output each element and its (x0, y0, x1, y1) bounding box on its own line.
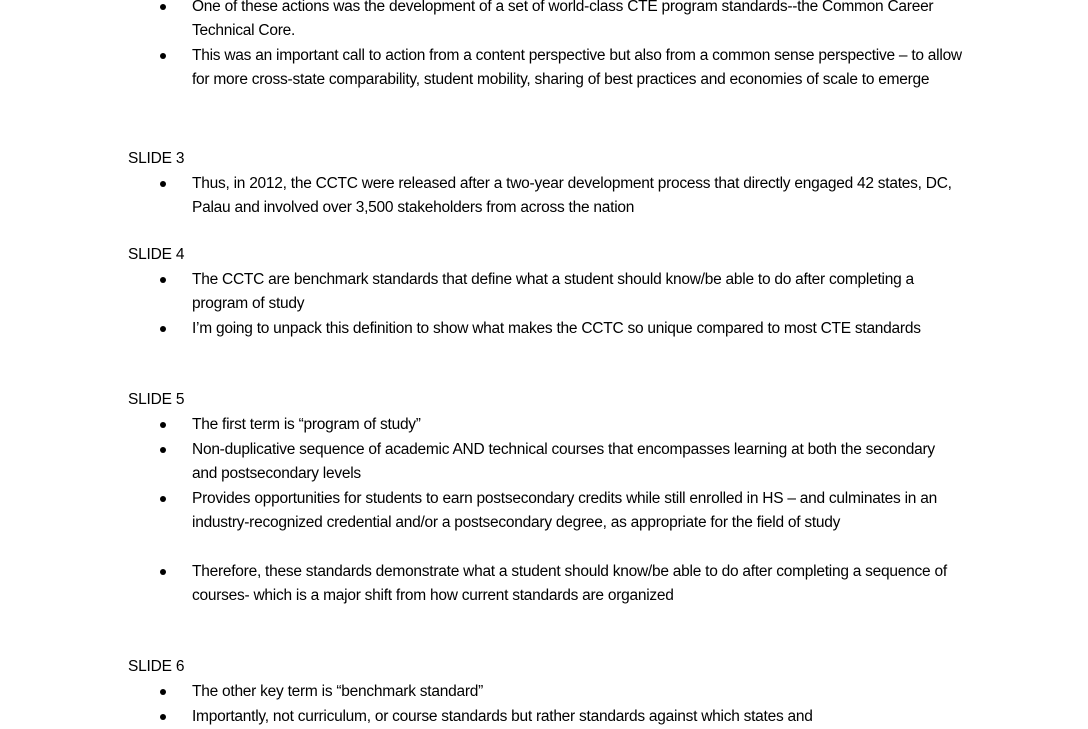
bullet-text: Provides opportunities for students to earn postsecondary credits while still enrolled in HS – and culminates in an industry-recognized credential and/or a postsecondary degree, as appropriate for the field of study (192, 490, 937, 532)
bullet-text: The first term is “program of study” (192, 416, 421, 433)
bullet-text: Thus, in 2012, the CCTC were released after a two-year development process that directly engaged 42 states, DC, Palau and involved over 3,500 stakeholders from across the nation (192, 175, 952, 217)
bullet-dot-icon (160, 714, 166, 720)
bullet-dot-icon (160, 496, 166, 502)
slide-heading: SLIDE 5 (128, 391, 185, 408)
bullet-text: The other key term is “benchmark standard” (192, 683, 484, 700)
bullet-dot-icon (160, 326, 166, 332)
bullet-text: One of these actions was the development of a set of world-class CTE program standards--the Common Career Technical Core. (192, 0, 934, 40)
bullet-dot-icon (160, 53, 166, 59)
bullet-dot-icon (160, 569, 166, 575)
bullet-text: Importantly, not curriculum, or course standards but rather standards against which states and (192, 708, 813, 725)
bullet-text: The CCTC are benchmark standards that define what a student should know/be able to do after completing a program of study (192, 271, 914, 313)
bullet-dot-icon (160, 689, 166, 695)
bullet-dot-icon (160, 422, 166, 428)
bullet-dot-icon (160, 277, 166, 283)
bullet-text: This was an important call to action from a content perspective but also from a common sense perspective – to allow for more cross-state comparability, student mobility, sharing of best practices and economies of scale to emerge (192, 47, 962, 89)
bullet-dot-icon (160, 4, 166, 10)
bullet-text: Non-duplicative sequence of academic AND technical courses that encompasses learning at both the secondary and postsecondary levels (192, 441, 935, 483)
bullet-dot-icon (160, 181, 166, 187)
bullet-text: Therefore, these standards demonstrate what a student should know/be able to do after completing a sequence of courses- which is a major shift from how current standards are organized (192, 563, 947, 605)
bullet-dot-icon (160, 447, 166, 453)
slide-heading: SLIDE 4 (128, 246, 185, 263)
slide-heading: SLIDE 6 (128, 658, 185, 675)
bullet-text: I’m going to unpack this definition to show what makes the CCTC so unique compared to most CTE standards (192, 320, 921, 337)
slide-heading: SLIDE 3 (128, 150, 185, 167)
